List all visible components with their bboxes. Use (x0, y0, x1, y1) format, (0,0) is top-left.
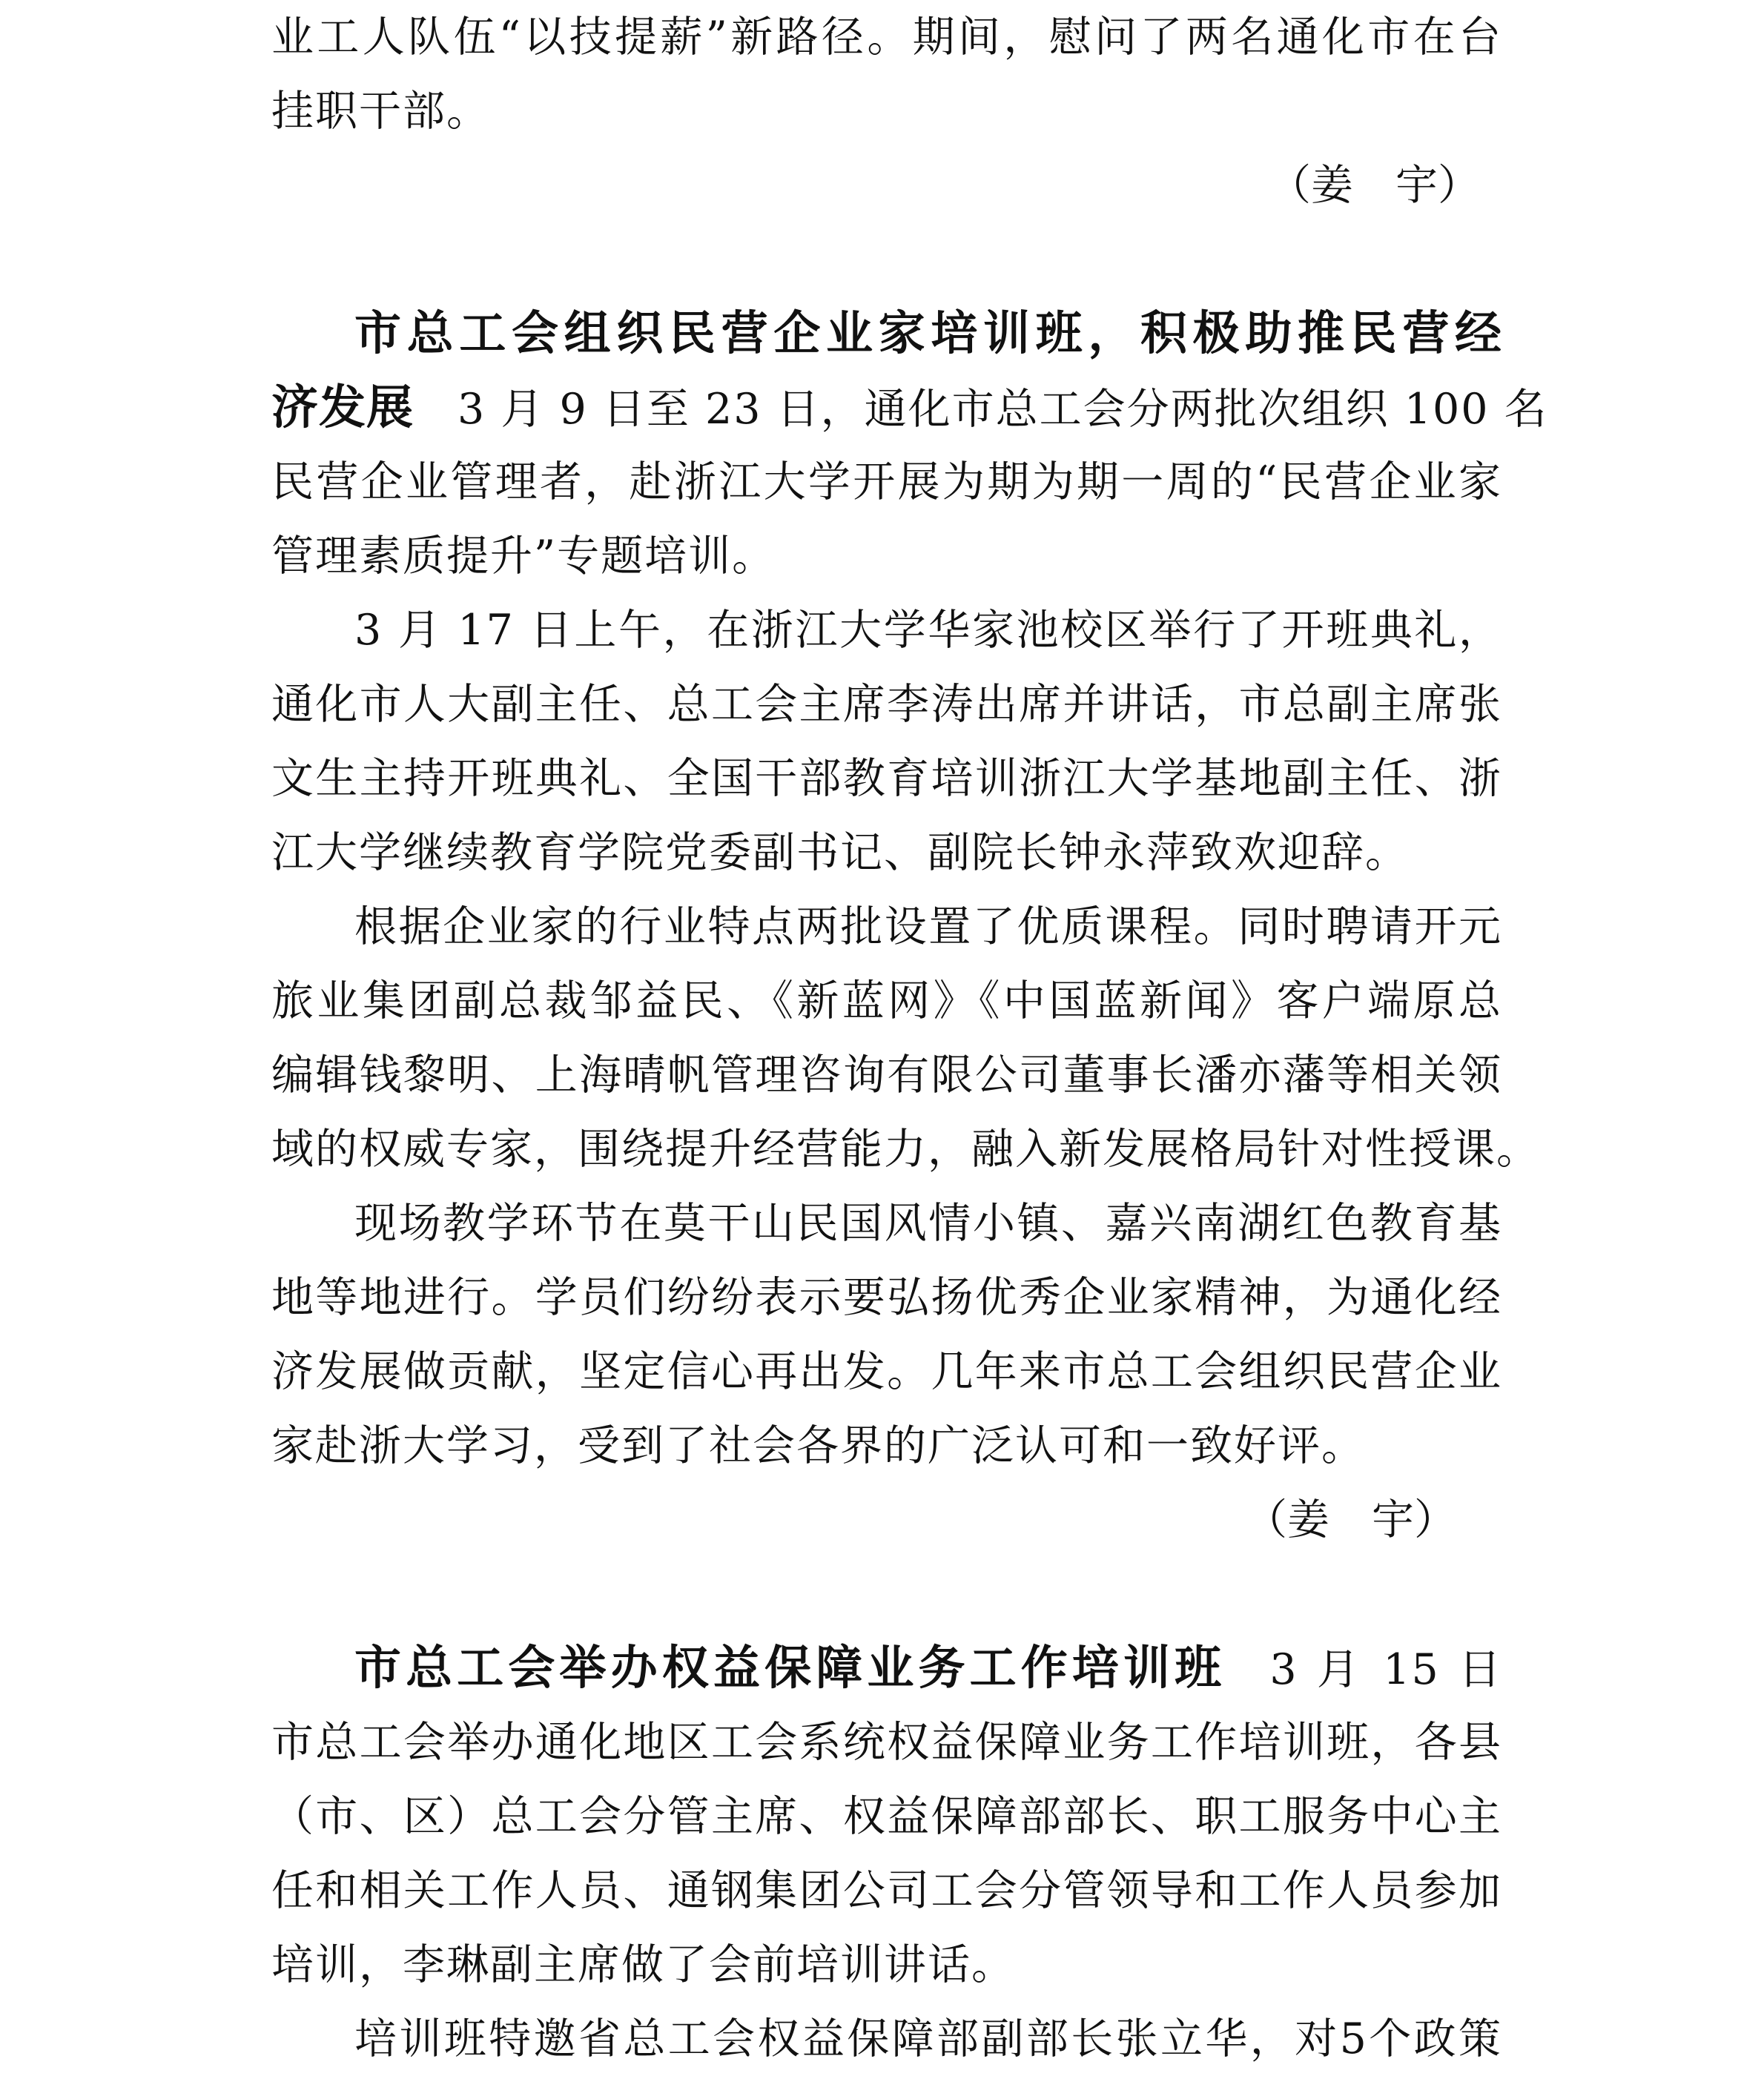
body-line: 旅业集团副总裁邹益民、《新蓝网》《中国蓝新闻》客户端原总 (271, 976, 1502, 1025)
body-line: 济发展做贡献，坚定信心再出发。几年来市总工会组织民营企业 (271, 1347, 1502, 1396)
paragraph-start: 培训班特邀省总工会权益保障部副部长张立华，对5个政策 (354, 2014, 1502, 2063)
paragraph-start: 现场教学环节在莫干山民国风情小镇、嘉兴南湖红色教育基 (354, 1199, 1502, 1248)
body-line: 培训，李琳副主席做了会前培训讲话。 (271, 1940, 1015, 1989)
body-line: （市、区）总工会分管主席、权益保障部部长、职工服务中心主 (271, 1792, 1502, 1841)
article-headline-end: 济发展 (271, 380, 414, 434)
author-byline: （姜 宇） (1269, 161, 1480, 210)
paragraph-start: 3 月 17 日上午，在浙江大学华家池校区举行了开班典礼， (354, 606, 1502, 655)
body-line: 民营企业管理者，赴浙江大学开展为期为期一周的“民营企业家 (271, 457, 1502, 506)
text-column (271, 0, 1548, 2076)
body-line: 业工人队伍“以技提薪”新路径。期间，慰问了两名通化市在台 (271, 13, 1502, 62)
headline-lead-line (271, 371, 1548, 445)
body-line: 通化市人大副主任、总工会主席李涛出席并讲话，市总副主席张 (271, 680, 1502, 729)
lead-text: 3 月 15 日 (1269, 1645, 1503, 1694)
body-line: 管理素质提升”专题培训。 (271, 532, 776, 581)
body-line: 江大学继续教育学院党委副书记、副院长钟永萍致欢迎辞。 (271, 828, 1409, 877)
body-line: 编辑钱黎明、上海晴帆管理咨询有限公司董事长潘亦藩等相关领 (271, 1051, 1502, 1100)
body-line: 域的权威专家，围绕提升经营能力，融入新发展格局针对性授课。 (271, 1125, 1540, 1174)
body-line: 任和相关工作人员、通钢集团公司工会分管领导和工作人员参加 (271, 1866, 1502, 1915)
section-gap (271, 222, 1502, 297)
section-gap (271, 1557, 1502, 1631)
body-line: 挂职干部。 (271, 87, 490, 136)
paragraph-start: 根据企业家的行业特点两批设置了优质课程。同时聘请开元 (354, 902, 1502, 951)
body-line: 家赴浙大学习，受到了社会各界的广泛认可和一致好评。 (271, 1421, 1365, 1470)
body-line: 市总工会举办通化地区工会系统权益保障业务工作培训班，各县 (271, 1718, 1502, 1767)
body-line: 地等地进行。学员们纷纷表示要弘扬优秀企业家精神，为通化经 (271, 1273, 1502, 1322)
article-headline: 市总工会举办权益保障业务工作培训班 (354, 1641, 1226, 1695)
author-byline: （姜 宇） (1245, 1495, 1456, 1544)
lead-text: 3 月 9 日至 23 日，通化市总工会分两批次组织 100 名 (457, 385, 1548, 434)
body-line: 文生主持开班典礼、全国干部教育培训浙江大学基地副主任、浙 (271, 754, 1502, 803)
headline-lead-line (271, 1631, 1502, 1705)
article-headline: 市总工会组织民营企业家培训班，积极助推民营经 (354, 306, 1502, 360)
